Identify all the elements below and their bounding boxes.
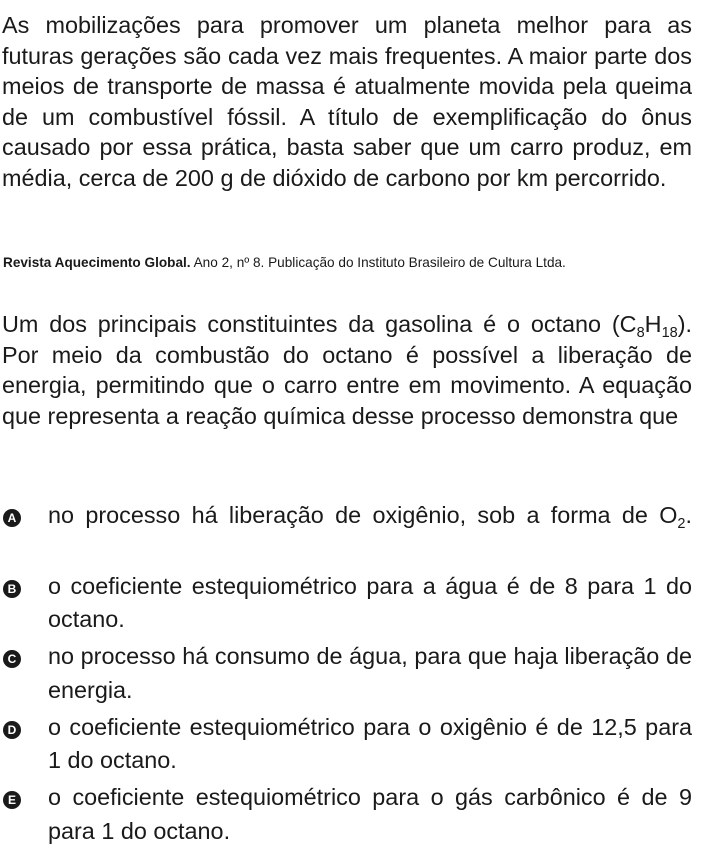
question-text-part3: ). Por meio da combustão do octano é possível a liberação de energia, permitindo que o carro entre em movimento. A equação que representa a reação química desse processo demonstra que: [2, 311, 692, 429]
option-d-letter-badge: D: [3, 721, 21, 739]
option-e-text: o coeficiente estequiométrico para o gás carbônico é de 9 para 1 do octano.: [48, 784, 692, 844]
option-c-letter-badge: C: [3, 650, 21, 668]
citation-source: Revista Aquecimento Global.: [3, 255, 191, 270]
option-d[interactable]: [0, 711, 710, 782]
option-a-text: [48, 499, 692, 533]
option-b[interactable]: [0, 570, 710, 641]
octane-hydrogen-subscript: 18: [661, 325, 678, 342]
option-d-text: o coeficiente estequiométrico para o oxigênio é de 12,5 para 1 do octano.: [48, 713, 692, 773]
oxygen-subscript: 2: [677, 516, 686, 533]
option-a[interactable]: [0, 499, 710, 570]
option-c-text: no processo há consumo de água, para que haja liberação de energia.: [48, 643, 692, 703]
option-b-letter-badge: B: [3, 580, 21, 598]
option-a-text-main: no processo há liberação de oxigênio, sob a forma de O: [48, 502, 678, 528]
option-e-letter-badge: E: [3, 791, 21, 809]
citation-details: Ano 2, nº 8. Publicação do Instituto Brasileiro de Cultura Ltda.: [190, 255, 566, 270]
citation: [3, 254, 695, 272]
question-text-part1: Um dos principais constituintes da gasolina é o octano (C: [2, 311, 637, 337]
question-text-part2: H: [644, 311, 662, 337]
option-a-text-suffix: .: [685, 502, 692, 528]
question-stem: [2, 309, 692, 431]
option-b-text: o coeficiente estequiométrico para a água é de 8 para 1 do octano.: [48, 572, 692, 632]
option-a-letter-badge: A: [3, 509, 21, 527]
option-c[interactable]: [0, 640, 710, 711]
octane-carbon-subscript: 8: [636, 325, 645, 342]
option-e[interactable]: [0, 781, 710, 852]
answer-options: [0, 499, 710, 852]
intro-paragraph: As mobilizações para promover um planeta melhor para as futuras gerações são cada vez mais frequentes. A maior parte dos meios de transporte de massa é atualmente movida pela queima de um combustível fóssil. A título de exemplificação do ônus causado por essa prática, basta saber que um carro produz, em média, cerca de 200 g de dióxido de carbono por km percorrido.: [2, 12, 692, 191]
